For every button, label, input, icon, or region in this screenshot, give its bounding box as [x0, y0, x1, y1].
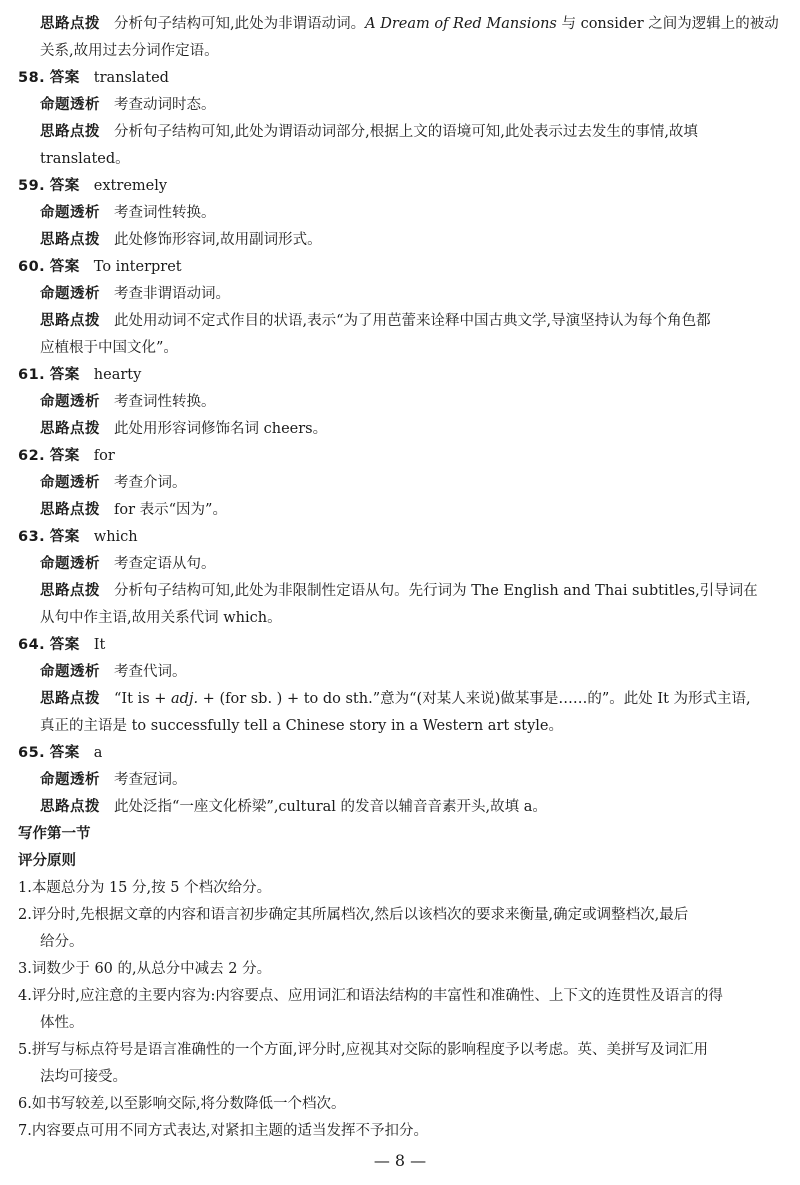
rule-text: 评分时,应注意的主要内容为:内容要点、应用词汇和语法结构的丰富性和准确性、上下文的连贯性及语言的得	[31, 988, 723, 1004]
analysis-text: 此处用形容词修饰名词 cheers。	[114, 421, 328, 437]
analysis-line	[40, 581, 758, 601]
topic-heading: 命题透析	[40, 97, 100, 113]
book-title: A Dream of Red Mansions	[365, 16, 557, 32]
rule-text: 内容要点可用不同方式表达,对紧扣主题的适当发挥不予扣分。	[31, 1123, 428, 1139]
topic-text: 考查词性转换。	[114, 205, 216, 221]
topic-heading: 命题透析	[40, 664, 100, 680]
rule-text: 词数少于 60 的,从总分中减去 2 分。	[31, 961, 272, 977]
rule-text: 评分时,先根据文章的内容和语言初步确定其所属档次,然后以该档次的要求来衡量,确定或调整档次,最后	[31, 907, 689, 923]
analysis-line	[40, 122, 698, 142]
topic-heading: 命题透析	[40, 205, 100, 221]
analysis-heading: 思路点拨	[40, 313, 100, 329]
topic-line	[40, 473, 187, 493]
rule-item	[18, 878, 271, 898]
topic-line	[40, 770, 187, 790]
answer-60	[18, 257, 182, 277]
rule-item	[18, 1040, 708, 1060]
topic-line	[40, 392, 216, 412]
answer-text: It	[93, 637, 106, 653]
question-number: 58.	[18, 70, 46, 86]
analysis-line-cont	[40, 41, 219, 61]
answer-heading: 答案	[49, 259, 80, 275]
rule-item	[18, 959, 271, 979]
analysis-heading: 思路点拨	[40, 421, 100, 437]
answer-text: To interpret	[93, 259, 182, 275]
question-number: 65.	[18, 745, 46, 761]
analysis-heading: 思路点拨	[40, 232, 100, 248]
question-number: 59.	[18, 178, 46, 194]
answer-64	[18, 635, 105, 655]
answer-61	[18, 365, 141, 385]
answer-text: extremely	[93, 178, 168, 194]
analysis-line-cont	[40, 149, 130, 169]
analysis-text-continued: 与 consider 之间为逻辑上的被动	[556, 16, 779, 32]
question-number: 60.	[18, 259, 46, 275]
analysis-text: 此处修饰形容词,故用副词形式。	[114, 232, 322, 248]
rule-text: 体性。	[40, 1015, 84, 1031]
topic-heading: 命题透析	[40, 556, 100, 572]
question-number: 63.	[18, 529, 46, 545]
answer-heading: 答案	[49, 70, 80, 86]
rule-number: 3.	[18, 961, 32, 977]
rule-item	[18, 905, 688, 925]
topic-text: 考查介词。	[114, 475, 187, 491]
topic-text: 考查代词。	[114, 664, 187, 680]
answer-heading: 答案	[49, 448, 80, 464]
analysis-heading: 思路点拨	[40, 583, 100, 599]
analysis-heading: 思路点拨	[40, 691, 100, 707]
topic-text: 考查动词时态。	[114, 97, 216, 113]
rule-text: 拼写与标点符号是语言准确性的一个方面,评分时,应视其对交际的影响程度予以考虑。英、美拼写及词汇用	[31, 1042, 709, 1058]
topic-line	[40, 95, 216, 115]
topic-line	[40, 554, 216, 574]
topic-heading: 命题透析	[40, 772, 100, 788]
analysis-text: for 表示“因为”。	[114, 502, 227, 518]
analysis-line	[40, 500, 227, 520]
rule-number: 7.	[18, 1123, 32, 1139]
topic-heading: 命题透析	[40, 475, 100, 491]
rule-number: 6.	[18, 1096, 32, 1112]
analysis-heading: 思路点拨	[40, 502, 100, 518]
rule-text: 给分。	[40, 934, 84, 950]
analysis-line-cont	[40, 716, 563, 736]
answer-58	[18, 68, 169, 88]
question-number: 62.	[18, 448, 46, 464]
answer-text: a	[93, 745, 103, 761]
analysis-heading: 思路点拨	[40, 16, 100, 32]
rule-item-cont	[40, 1013, 84, 1033]
analysis-line	[40, 230, 322, 250]
page-number: — 8 —	[373, 1151, 427, 1170]
answer-63	[18, 527, 138, 547]
analysis-line	[40, 419, 327, 439]
italic-term: adj.	[171, 691, 199, 707]
rule-number: 2.	[18, 907, 32, 923]
topic-line	[40, 203, 216, 223]
analysis-heading: 思路点拨	[40, 124, 100, 140]
topic-text: 考查词性转换。	[114, 394, 216, 410]
analysis-line-cont	[40, 338, 178, 358]
analysis-text: 关系,故用过去分词作定语。	[40, 43, 219, 59]
answer-59	[18, 176, 167, 196]
topic-heading: 命题透析	[40, 286, 100, 302]
question-number: 64.	[18, 637, 46, 653]
analysis-line	[40, 689, 751, 709]
rule-number: 1.	[18, 880, 32, 896]
answer-65	[18, 743, 102, 763]
answer-heading: 答案	[49, 367, 80, 383]
rule-item-cont	[40, 932, 84, 952]
rule-item	[18, 1121, 428, 1141]
analysis-text-continued: + (for sb. ) + to do sth.”意为“(对某人来说)做某事是……的”。此处 It 为形式主语,	[198, 691, 751, 707]
rule-item	[18, 986, 723, 1006]
analysis-line-cont	[40, 608, 282, 628]
answer-text: which	[93, 529, 138, 545]
topic-line	[40, 284, 230, 304]
analysis-text: 此处用动词不定式作目的状语,表示“为了用芭蕾来诠释中国古典文学,导演坚持认为每个角色都	[114, 313, 711, 329]
analysis-heading: 思路点拨	[40, 799, 100, 815]
analysis-line	[40, 311, 711, 331]
answer-heading: 答案	[49, 178, 80, 194]
analysis-text: 从句中作主语,故用关系代词 which。	[40, 610, 282, 626]
topic-text: 考查定语从句。	[114, 556, 216, 572]
analysis-text: 真正的主语是 to successfully tell a Chinese story in a Western art style。	[40, 718, 563, 734]
analysis-text: 分析句子结构可知,此处为谓语动词部分,根据上文的语境可知,此处表示过去发生的事情,故填	[114, 124, 698, 140]
rule-text: 法均可接受。	[40, 1069, 127, 1085]
analysis-line	[40, 14, 779, 34]
rule-item-cont	[40, 1067, 127, 1087]
answer-62	[18, 446, 115, 466]
analysis-text: 分析句子结构可知,此处为非谓语动词。	[114, 16, 366, 32]
rule-item	[18, 1094, 346, 1114]
analysis-text: 分析句子结构可知,此处为非限制性定语从句。先行词为 The English and Thai subtitles,引导词在	[114, 583, 758, 599]
topic-line	[40, 662, 187, 682]
analysis-text: 应植根于中国文化”。	[40, 340, 178, 356]
answer-text: for	[93, 448, 115, 464]
rule-number: 4.	[18, 988, 32, 1004]
topic-heading: 命题透析	[40, 394, 100, 410]
topic-text: 考查非谓语动词。	[114, 286, 230, 302]
rule-text: 如书写较差,以至影响交际,将分数降低一个档次。	[31, 1096, 346, 1112]
analysis-line	[40, 797, 547, 817]
answer-heading: 答案	[49, 745, 80, 761]
rule-text: 本题总分为 15 分,按 5 个档次给分。	[31, 880, 272, 896]
answer-heading: 答案	[49, 637, 80, 653]
answer-text: translated	[93, 70, 169, 86]
section-subtitle: 评分原则	[18, 853, 76, 869]
rule-number: 5.	[18, 1042, 32, 1058]
topic-text: 考查冠词。	[114, 772, 187, 788]
analysis-text: “It is +	[114, 691, 172, 707]
answer-heading: 答案	[49, 529, 80, 545]
analysis-text: translated。	[40, 151, 130, 167]
answer-text: hearty	[93, 367, 142, 383]
analysis-text: 此处泛指“一座文化桥梁”,cultural 的发音以辅音音素开头,故填 a。	[114, 799, 547, 815]
section-title: 写作第一节	[18, 826, 91, 842]
question-number: 61.	[18, 367, 46, 383]
